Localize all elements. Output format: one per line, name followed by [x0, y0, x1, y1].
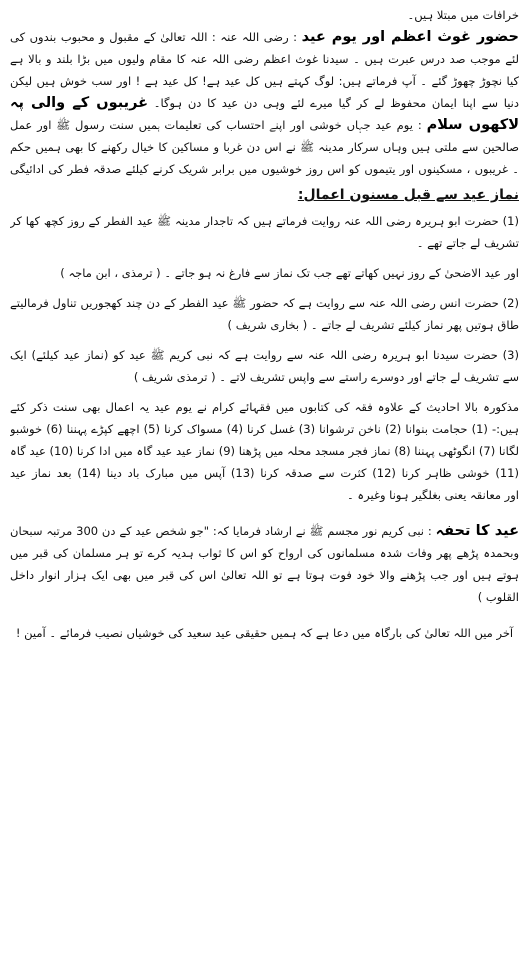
text-span: تشریف لے جاتے تھے ۔ [416, 236, 519, 250]
paragraph-line [10, 136, 519, 158]
heading-lakhon-salam: لاکھوں سلام [426, 117, 519, 133]
paragraph-line [10, 158, 519, 180]
paragraph-line [10, 92, 519, 114]
text-span: ہوتے ہیں اور جب پڑھنے والا خود فوت ہوتا ہے تو اللہ تعالیٰ اس کی قبر میں بھی ایک ہزار انوار داخل [10, 568, 519, 582]
heading-ghaus-azam: حضور غوث اعظم اور یوم عید [301, 29, 519, 45]
text-span: (2) حضرت انس رضی اللہ عنہ سے روایت ہے کہ حضور ﷺ عید الفطر کے دن چند کھجوریں تناول فرمالیتے [10, 296, 519, 310]
text-span: لگانا (7) انگوٹھی پہننا (8) نماز فجر مسجد محلہ میں پڑھنا (9) نماز عید عید گاہ میں ادا کرنا (10) عید گاہ [10, 444, 519, 458]
sunnah-line [10, 396, 519, 418]
spacer [10, 336, 519, 344]
item-line [10, 314, 519, 336]
spacer [10, 506, 519, 520]
text-span: (11) خوشی ظاہر کرنا (12) کثرت سے صدقہ کرنا (13) آپس میں مبارک باد دینا (14) بعد نماز عید [10, 466, 519, 480]
item-line [10, 366, 519, 388]
intro-line [10, 4, 519, 26]
text-span: طاق ہوتیں پھر نماز کیلئے تشریف لے جاتے ۔ ( بخاری شریف ) [227, 318, 519, 332]
text-span: خرافات میں مبتلا ہیں۔ [407, 8, 519, 22]
item-line [10, 262, 519, 284]
text-span: کیا نچوڑ چھوڑ گئے ۔ آپ فرماتے ہیں: لوگ کہتے ہیں کل عید ہے! کل عید ہے ! اور سب خوش ہیں لیکن [10, 74, 519, 88]
sunnah-line [10, 440, 519, 462]
paragraph-line [10, 70, 519, 92]
closing-prayer [10, 622, 519, 644]
item-line [10, 210, 519, 232]
spacer [10, 254, 519, 262]
heading-eid-ka-tohfa: عید کا تحفہ [435, 523, 519, 539]
text-span: القلوب ) [477, 590, 519, 604]
text-span: : رضی اللہ عنہ : اللہ تعالیٰ کے مقبول و محبوب بندوں کی [10, 30, 298, 44]
spacer [10, 388, 519, 396]
section-title [10, 180, 519, 210]
paragraph-line [10, 48, 519, 70]
item-line [10, 292, 519, 314]
text-span: (1) حضرت ابو ہریرہ رضی اللہ عنہ روایت فرماتے ہیں کہ تاجدار مدینہ ﷺ عید الفطر کے روز کچھ کھا کر [10, 214, 519, 228]
text-span: (3) حضرت سیدنا ابو ہریرہ رضی اللہ عنہ سے روایت ہے کہ نبی کریم ﷺ عید کو (نماز عید کیلئے) ایک [10, 348, 519, 362]
sunnah-line [10, 484, 519, 506]
tohfa-line [10, 564, 519, 586]
text-span: : یوم عید جہاں خوشی اور اپنے احتساب کی تعلیمات ہمیں سنت رسول ﷺ اور عمل [10, 118, 422, 132]
text-span: دنیا سے اپنا ایمان محفوظ لے کر گیا میرے لئے وہی دن عید کا دن ہوگا۔ [153, 96, 519, 110]
sunnah-line [10, 418, 519, 440]
paragraph-line [10, 26, 519, 48]
paragraph-line [10, 114, 519, 136]
text-span: آخر میں اللہ تعالیٰ کی بارگاہ میں دعا ہے کہ ہمیں حقیقی عید سعید کی خوشیاں نصیب فرمائے ۔ آمین ! [15, 626, 514, 640]
tohfa-line [10, 586, 519, 608]
text-span: مذکورہ بالا احادیث کے علاوہ فقہ کی کتابوں میں فقہائے کرام نے یوم عید یہ اعمال بھی سنت ذکر کئے [10, 400, 519, 414]
tohfa-line [10, 542, 519, 564]
text-span: اور معانقہ یعنی بغلگیر ہونا وغیرہ ۔ [347, 488, 519, 502]
text-span: صالحین سے ملتی ہیں وہاں سرکار مدینہ ﷺ نے اس دن غربا و مساکین کا خیال رکھنے کا بھی ہمیں حکم [10, 140, 519, 154]
text-span: سے تشریف لے جاتے اور دوسرے راستے سے واپس تشریف لاتے ۔ ( ترمذی شریف ) [133, 370, 519, 384]
item-line [10, 232, 519, 254]
spacer [10, 284, 519, 292]
text-span: : نبی کریم نور مجسم ﷺ نے ارشاد فرمایا کہ: "جو شخص عید کے دن 300 مرتبہ سبحان [10, 524, 432, 538]
tohfa-line [10, 520, 519, 542]
text-span: ہیں:- (1) حجامت بنوانا (2) ناخن ترشوانا (3) غسل کرنا (4) مسواک کرنا (5) اچھے کپڑے پہننا (6) خوشبو [10, 422, 519, 436]
section-title-text: نماز عید سے قبل مسنون اعمال: [297, 187, 519, 203]
spacer [10, 608, 519, 622]
heading-gharibon-ke-wali: غریبوں کے والی پہ [10, 95, 149, 111]
text-span: ۔ غریبوں ، مسکینوں اور یتیموں کو اس روز خوشیوں میں برابر شریک کرنے کیلئے صدقہ فطر کی ادائیگی [10, 162, 519, 176]
text-span: اور عید الاضحیٰ کے روز نہیں کھاتے تھے جب تک نماز سے فارغ نہ ہو جاتے ۔ ( ترمذی ، ابن ماجہ ) [60, 266, 519, 280]
item-line [10, 344, 519, 366]
text-span: لئے موجب صد درس عبرت ہیں ۔ سیدنا غوث اعظم رضی اللہ عنہ کا مقام ولیوں میں بڑا بلند و بالا ہے [10, 52, 519, 66]
sunnah-line [10, 462, 519, 484]
text-span: وبحمدہ پڑھے پھر وفات شدہ مسلمانوں کی ارواح کو اس کا ثواب ہدیہ کرے تو ہر مسلمان کی قبر میں [10, 546, 519, 560]
